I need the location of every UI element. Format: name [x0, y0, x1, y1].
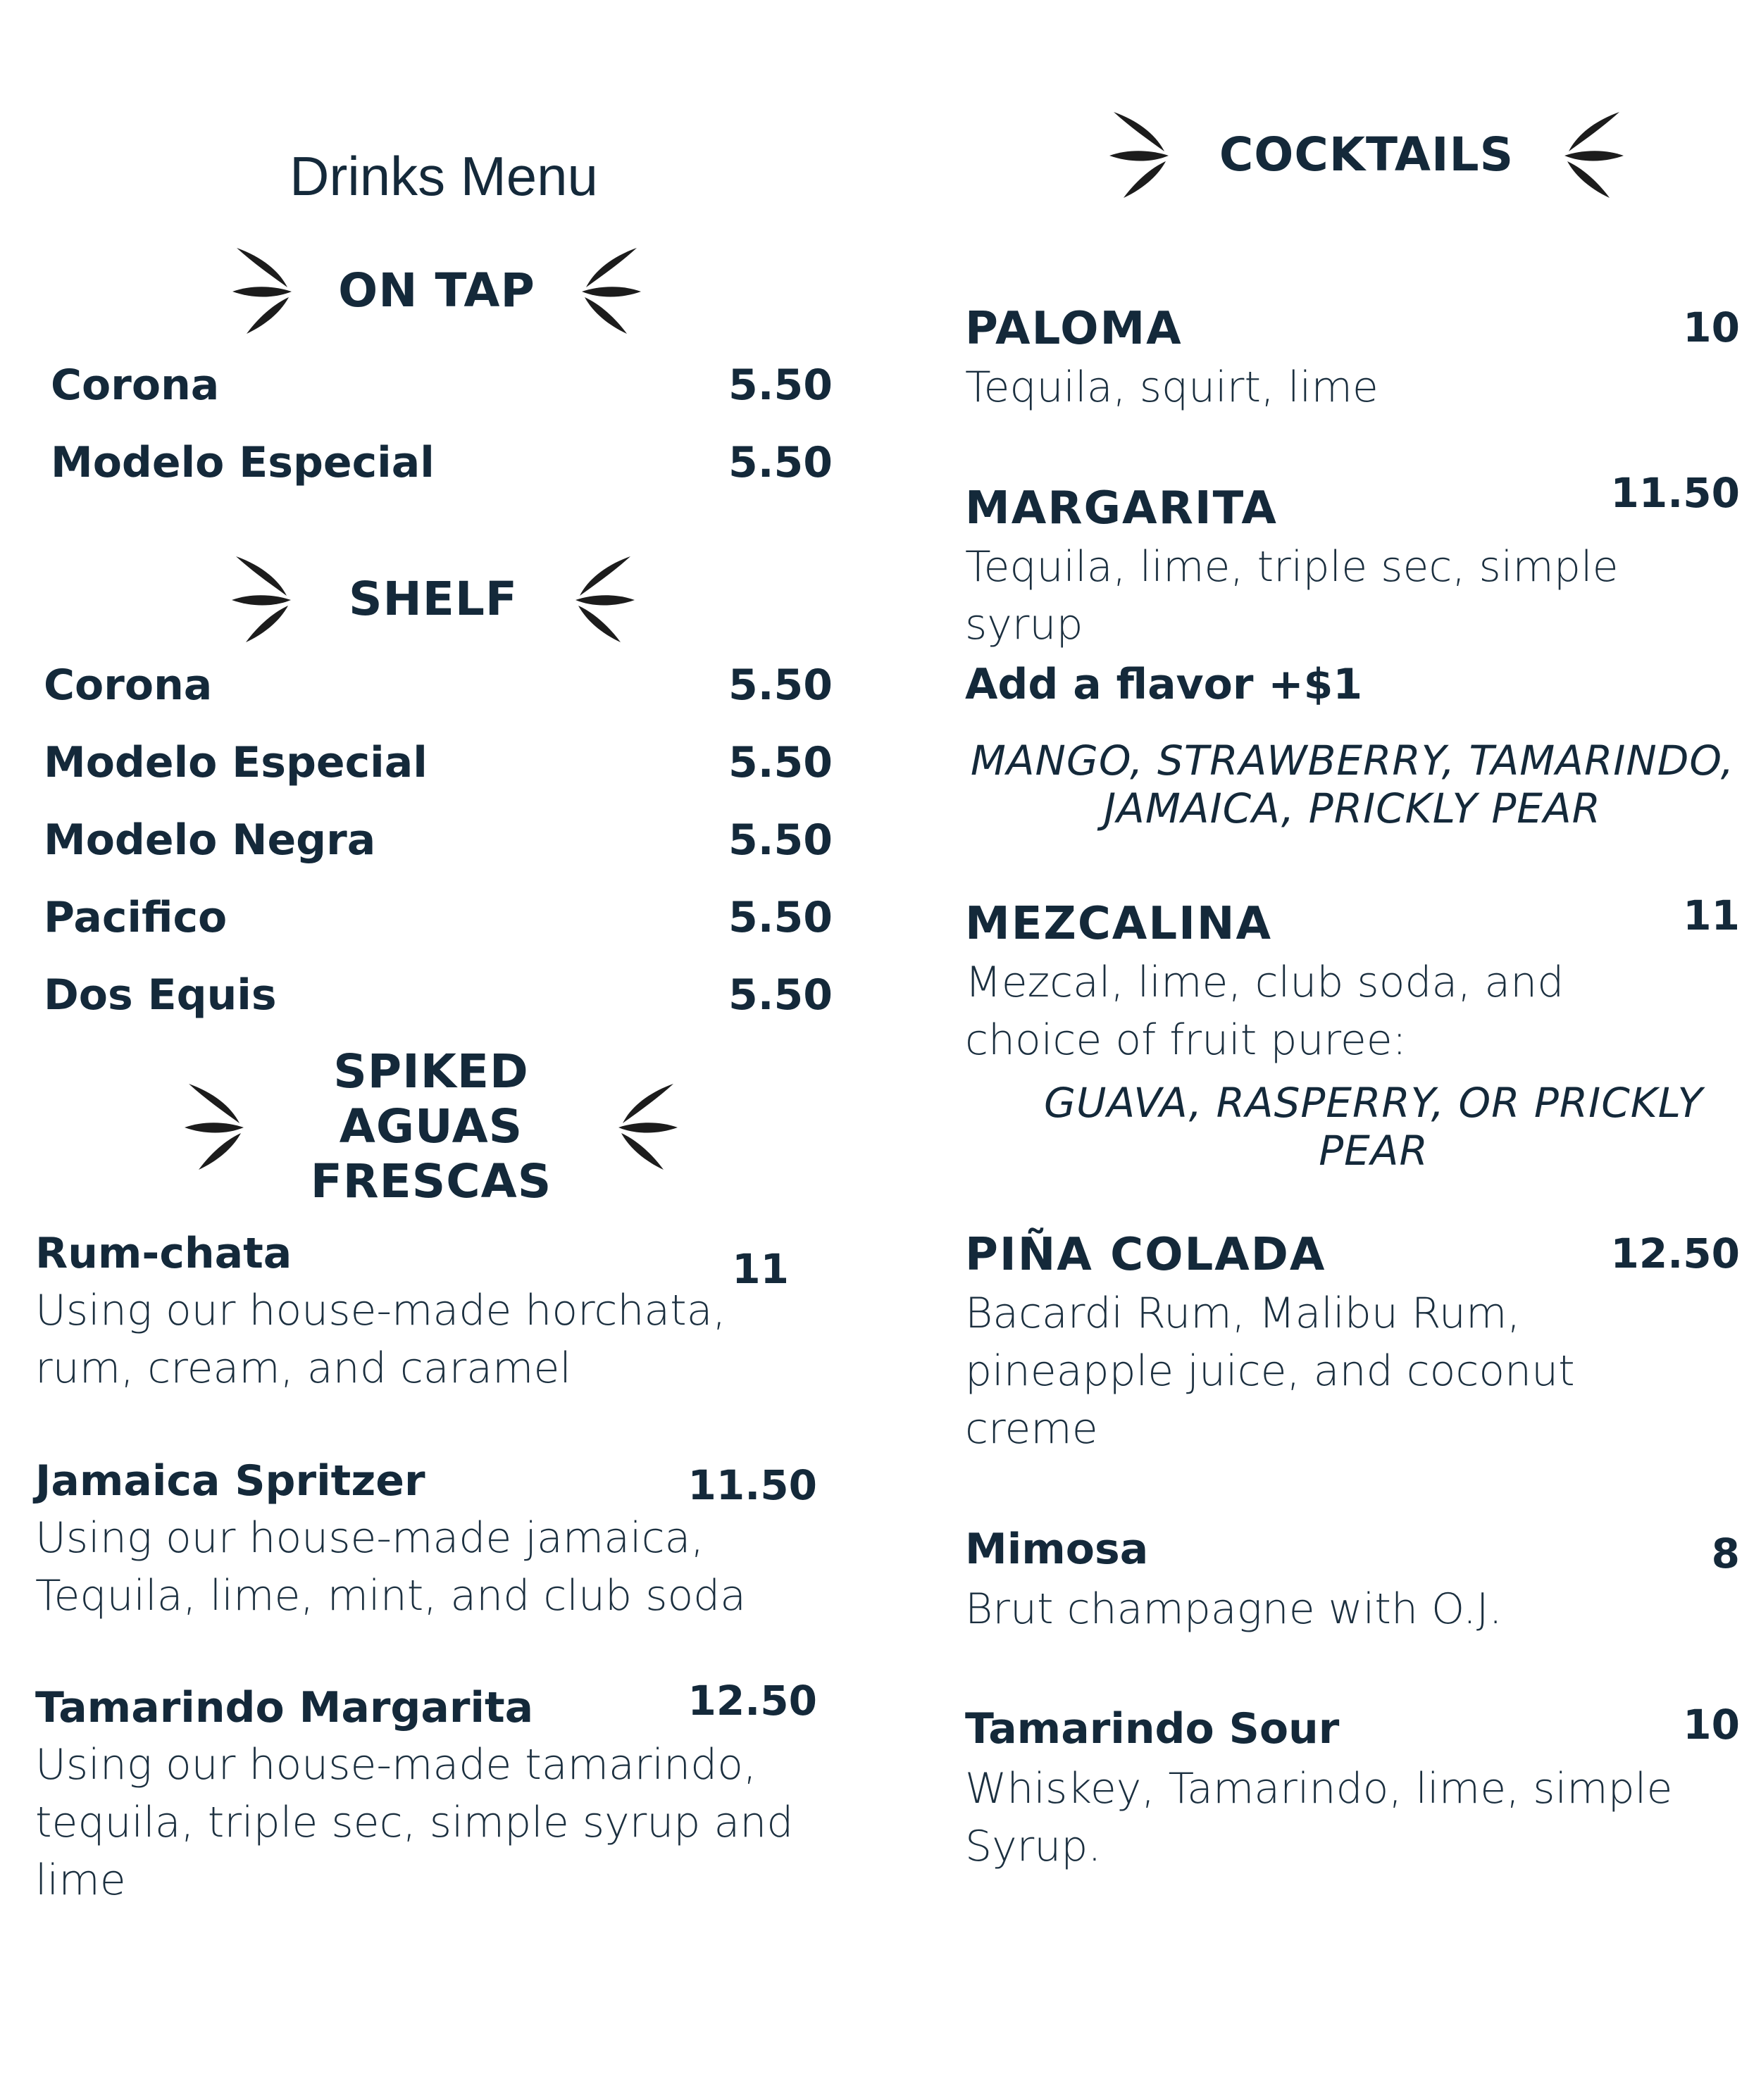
splash-right-icon: [571, 555, 635, 644]
item-price: 5.50: [728, 970, 833, 1020]
item-price: 10: [1683, 304, 1740, 351]
item-description: Using our house-made tamarindo, tequila, triple sec, simple syrup and lime: [35, 1740, 794, 1905]
shelf-title: SHELF: [349, 572, 518, 626]
item-name: Rum-chata: [35, 1229, 292, 1278]
splash-left-icon: [1109, 111, 1173, 199]
item-name: Mimosa: [965, 1525, 1149, 1574]
addon-label: Add a flavor +$1: [965, 660, 1363, 709]
page-title: Drinks Menu: [290, 145, 598, 207]
item-price: 11: [732, 1245, 789, 1293]
item-name: MARGARITA: [965, 482, 1278, 535]
item-price: 8: [1711, 1530, 1740, 1577]
aguas-title-line1: SPIKED AGUAS: [333, 1044, 529, 1154]
item-price: 12.50: [687, 1677, 817, 1725]
item-name: Corona: [51, 361, 220, 410]
flavor-options: MANGO, STRAWBERRY, TAMARINDO, JAMAICA, PRICKLY PEAR: [970, 737, 1735, 832]
splash-left-icon: [185, 1082, 248, 1171]
item-name: Modelo Especial: [51, 438, 435, 487]
item-description: Whiskey, Tamarindo, lime, simple Syrup.: [965, 1764, 1673, 1871]
list-item: [51, 346, 833, 424]
list-item: [44, 801, 833, 879]
shelf-list: [44, 646, 833, 1034]
item-price: 5.50: [728, 893, 833, 942]
item-name: Pacifico: [44, 893, 228, 942]
list-item: [51, 424, 833, 501]
item-name: Dos Equis: [44, 970, 277, 1020]
aguas-title: [261, 1044, 602, 1209]
list-item: [44, 956, 833, 1034]
aguas-header: [185, 1044, 678, 1208]
item-description: Tequila, squirt, lime: [965, 363, 1379, 412]
item-price: 11.50: [687, 1461, 817, 1509]
item-name: Tamarindo Margarita: [35, 1683, 534, 1732]
item-name: Tamarindo Sour: [965, 1704, 1340, 1754]
item-description: Tequila, lime, triple sec, simple syrup: [965, 542, 1619, 649]
on-tap-title: ON TAP: [338, 263, 535, 318]
splash-right-icon: [614, 1082, 678, 1171]
item-name: Modelo Especial: [44, 738, 428, 787]
item-name: Modelo Negra: [44, 815, 376, 865]
item-price: 11: [1683, 892, 1740, 939]
item-name: MEZCALINA: [965, 898, 1272, 950]
splash-left-icon: [232, 246, 296, 335]
cocktails-title: COCKTAILS: [1219, 127, 1514, 182]
item-price: 5.50: [728, 661, 833, 710]
item-price: 12.50: [1610, 1230, 1740, 1277]
item-description: Mezcal, lime, club soda, and choice of fruit puree:: [965, 958, 1564, 1065]
aguas-title-line2: FRESCAS: [310, 1154, 552, 1208]
item-description: Using our house-made jamaica, Tequila, lime, mint, and club soda: [35, 1513, 747, 1620]
splash-right-icon: [1560, 111, 1624, 199]
item-description: Brut champagne with O.J.: [965, 1585, 1502, 1634]
splash-left-icon: [232, 555, 295, 644]
item-price: 5.50: [728, 361, 833, 410]
on-tap-list: [51, 346, 833, 501]
item-price: 5.50: [728, 438, 833, 487]
list-item: [44, 879, 833, 956]
item-description: Using our house-made horchata, rum, cream, and caramel: [35, 1286, 726, 1393]
item-name: PIÑA COLADA: [965, 1229, 1326, 1281]
item-price: 5.50: [728, 815, 833, 865]
item-name: Corona: [44, 661, 213, 710]
shelf-header: [204, 554, 662, 645]
cocktails-header: [1127, 109, 1606, 201]
splash-right-icon: [578, 246, 641, 335]
item-name: PALOMA: [965, 303, 1183, 355]
item-description: Bacardi Rum, Malibu Rum, pineapple juice, and coconut creme: [965, 1289, 1575, 1454]
item-price: 11.50: [1610, 469, 1740, 517]
list-item: [44, 646, 833, 724]
item-price: 5.50: [728, 738, 833, 787]
item-price: 10: [1683, 1701, 1740, 1749]
list-item: [44, 724, 833, 801]
fruit-options: GUAVA, RASPERRY, OR PRICKLY PEAR: [1044, 1079, 1703, 1175]
item-name: Jamaica Spritzer: [35, 1456, 425, 1506]
on-tap-header: [211, 245, 662, 337]
